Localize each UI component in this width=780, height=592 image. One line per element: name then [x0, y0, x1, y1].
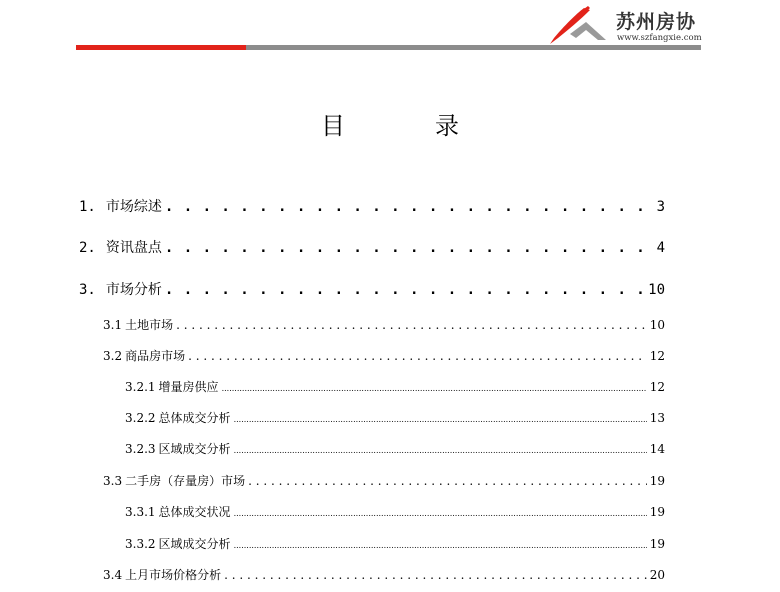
dot-leader: [165, 199, 654, 215]
toc-entry-label: 增量房供应: [158, 380, 219, 394]
toc-entry[interactable]: [103, 472, 665, 489]
toc-entry-page: 19: [649, 474, 665, 488]
toc-entry[interactable]: [125, 409, 665, 426]
toc-entry-page: 4: [656, 240, 665, 256]
toc-entry[interactable]: [125, 440, 665, 457]
toc-entry-number: 3.2.1: [125, 380, 156, 394]
dot-leader: [248, 474, 647, 488]
toc-entry-page: 10: [648, 282, 665, 298]
dot-leader: [222, 380, 647, 394]
toc-entry-page: 3: [656, 199, 665, 215]
dot-leader: [234, 411, 647, 425]
toc-entry-page: 20: [649, 568, 665, 582]
dot-leader: [165, 282, 645, 298]
dot-leader: [234, 442, 647, 456]
toc-entry-number: 3.1: [103, 318, 123, 332]
toc-entry-label: 二手房（存量房）市场: [125, 474, 246, 488]
page-header: [0, 0, 780, 60]
toc-entry-label: 市场分析: [105, 282, 162, 298]
toc-entry-number: 3.4: [103, 568, 123, 582]
toc-title: 目录: [321, 112, 549, 140]
dot-leader: [234, 505, 647, 519]
toc-entry[interactable]: [79, 279, 665, 299]
header-rule-red: [76, 45, 246, 50]
toc-entry-label: 总体成交状况: [158, 505, 231, 519]
toc-entry-number: 3.3: [103, 474, 123, 488]
toc-entry-number: 3.2.2: [125, 411, 156, 425]
toc-entry-number: 3.3.2: [125, 537, 156, 551]
toc-entry[interactable]: [103, 316, 665, 333]
toc-entry-label: 区域成交分析: [158, 442, 231, 456]
toc-entry-page: 19: [649, 505, 665, 519]
toc-entry-label: 总体成交分析: [158, 411, 231, 425]
toc-entry-number: 2.: [79, 240, 96, 256]
toc-entry-label: 商品房市场: [125, 349, 186, 363]
brand-name: 苏州房协: [616, 11, 697, 33]
dot-leader: [234, 537, 647, 551]
dot-leader: [224, 568, 647, 582]
toc-entry[interactable]: [79, 237, 665, 257]
toc-entry[interactable]: [125, 503, 665, 520]
dot-leader: [176, 318, 647, 332]
toc-entry-number: 1.: [79, 199, 96, 215]
toc-entry-number: 3.2: [103, 349, 123, 363]
toc-entry-number: 3.: [79, 282, 96, 298]
toc-entry-label: 上月市场价格分析: [125, 568, 222, 582]
toc-entry-label: 土地市场: [125, 318, 174, 332]
toc-entry-label: 资讯盘点: [105, 240, 162, 256]
toc-entry-number: 3.3.1: [125, 505, 156, 519]
toc-entry[interactable]: [103, 566, 665, 583]
dot-leader: [165, 240, 654, 256]
toc-entry-number: 3.2.3: [125, 442, 156, 456]
toc-entry[interactable]: [125, 535, 665, 552]
toc-entry-page: 12: [649, 349, 665, 363]
header-rule-gray: [246, 45, 701, 50]
brand-url: www.szfangxie.com: [617, 33, 702, 43]
toc-entry-page: 10: [649, 318, 665, 332]
toc-entry-page: 12: [649, 380, 665, 394]
toc-entry-label: 区域成交分析: [158, 537, 231, 551]
toc-entry[interactable]: [103, 347, 665, 364]
quill-logo-icon: [540, 4, 612, 46]
toc-entry-page: 14: [649, 442, 665, 456]
toc-entry[interactable]: [79, 196, 665, 216]
toc-entry-label: 市场综述: [105, 199, 162, 215]
toc-entry[interactable]: [125, 378, 665, 395]
toc-entry-page: 19: [649, 537, 665, 551]
dot-leader: [188, 349, 647, 363]
toc-entry-page: 13: [649, 411, 665, 425]
